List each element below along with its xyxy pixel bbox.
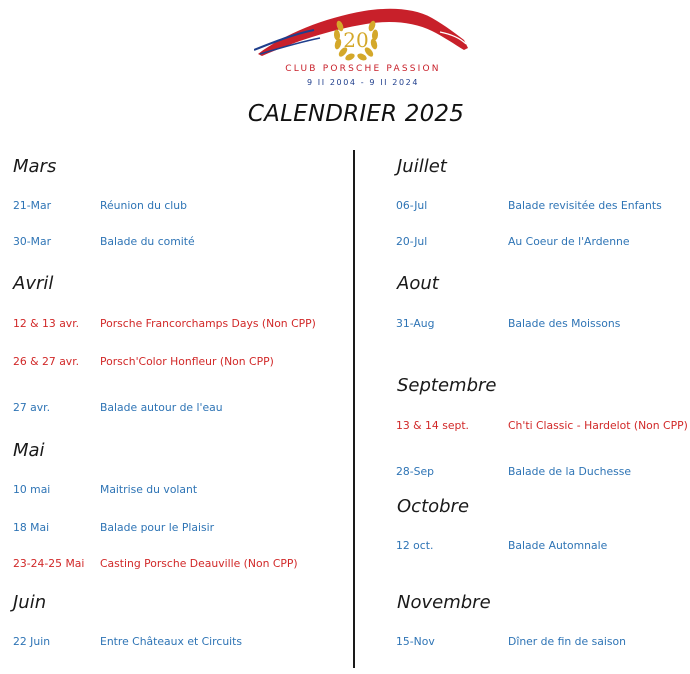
event-title: Balade du comité: [100, 235, 195, 248]
event-date: 15-Nov: [396, 635, 435, 648]
month-heading-septembre: Septembre: [397, 375, 497, 396]
event-title: Casting Porsche Deauville (Non CPP): [100, 557, 298, 570]
month-heading-avril: Avril: [13, 273, 54, 294]
event-date: 20-Jul: [396, 235, 428, 248]
event-date: 23-24-25 Mai: [13, 557, 85, 570]
event-date: 21-Mar: [13, 199, 52, 212]
event-title: Maitrise du volant: [100, 483, 198, 496]
column-divider: [353, 150, 355, 668]
event-date: 13 & 14 sept.: [396, 419, 469, 432]
event-title: Réunion du club: [100, 199, 187, 212]
page-title: CALENDRIER 2025: [247, 101, 465, 127]
club-name: CLUB PORSCHE PASSION: [285, 64, 441, 74]
event-title: Balade Automnale: [508, 539, 608, 552]
event-date: 30-Mar: [13, 235, 52, 248]
event-title: Balade revisitée des Enfants: [508, 199, 662, 212]
event-title: Ch'ti Classic - Hardelot (Non CPP): [508, 419, 688, 432]
event-date: 12 oct.: [396, 539, 434, 552]
month-heading-novembre: Novembre: [397, 592, 491, 613]
club-dates: 9 II 2004 - 9 II 2024: [306, 78, 420, 87]
month-heading-octobre: Octobre: [397, 496, 470, 517]
month-heading-aout: Aout: [397, 273, 439, 294]
month-heading-juillet: Juillet: [397, 156, 447, 177]
event-date: 10 mai: [13, 483, 51, 496]
event-date: 28-Sep: [396, 465, 434, 478]
event-date: 27 avr.: [13, 401, 51, 414]
event-title: Balade de la Duchesse: [508, 465, 632, 478]
month-heading-juin: Juin: [13, 592, 47, 613]
club-logo: [254, 4, 472, 90]
month-heading-mai: Mai: [13, 440, 45, 461]
event-date: 26 & 27 avr.: [13, 355, 80, 368]
event-title: Entre Châteaux et Circuits: [100, 635, 243, 648]
event-title: Porsche Francorchamps Days (Non CPP): [100, 317, 316, 330]
event-title: Balade autour de l'eau: [100, 401, 223, 414]
event-title: Dîner de fin de saison: [508, 635, 626, 648]
event-date: 31-Aug: [396, 317, 435, 330]
event-title: Au Coeur de l'Ardenne: [508, 235, 630, 248]
event-date: 12 & 13 avr.: [13, 317, 80, 330]
event-date: 18 Mai: [13, 521, 50, 534]
month-heading-mars: Mars: [13, 156, 57, 177]
badge-number: 20: [343, 28, 369, 52]
event-title: Porsch'Color Honfleur (Non CPP): [100, 355, 274, 368]
porsche-silhouette-icon: [254, 4, 472, 66]
event-date: 22 Juin: [13, 635, 51, 648]
event-date: 06-Jul: [396, 199, 428, 212]
event-title: Balade des Moissons: [508, 317, 621, 330]
event-title: Balade pour le Plaisir: [100, 521, 215, 534]
